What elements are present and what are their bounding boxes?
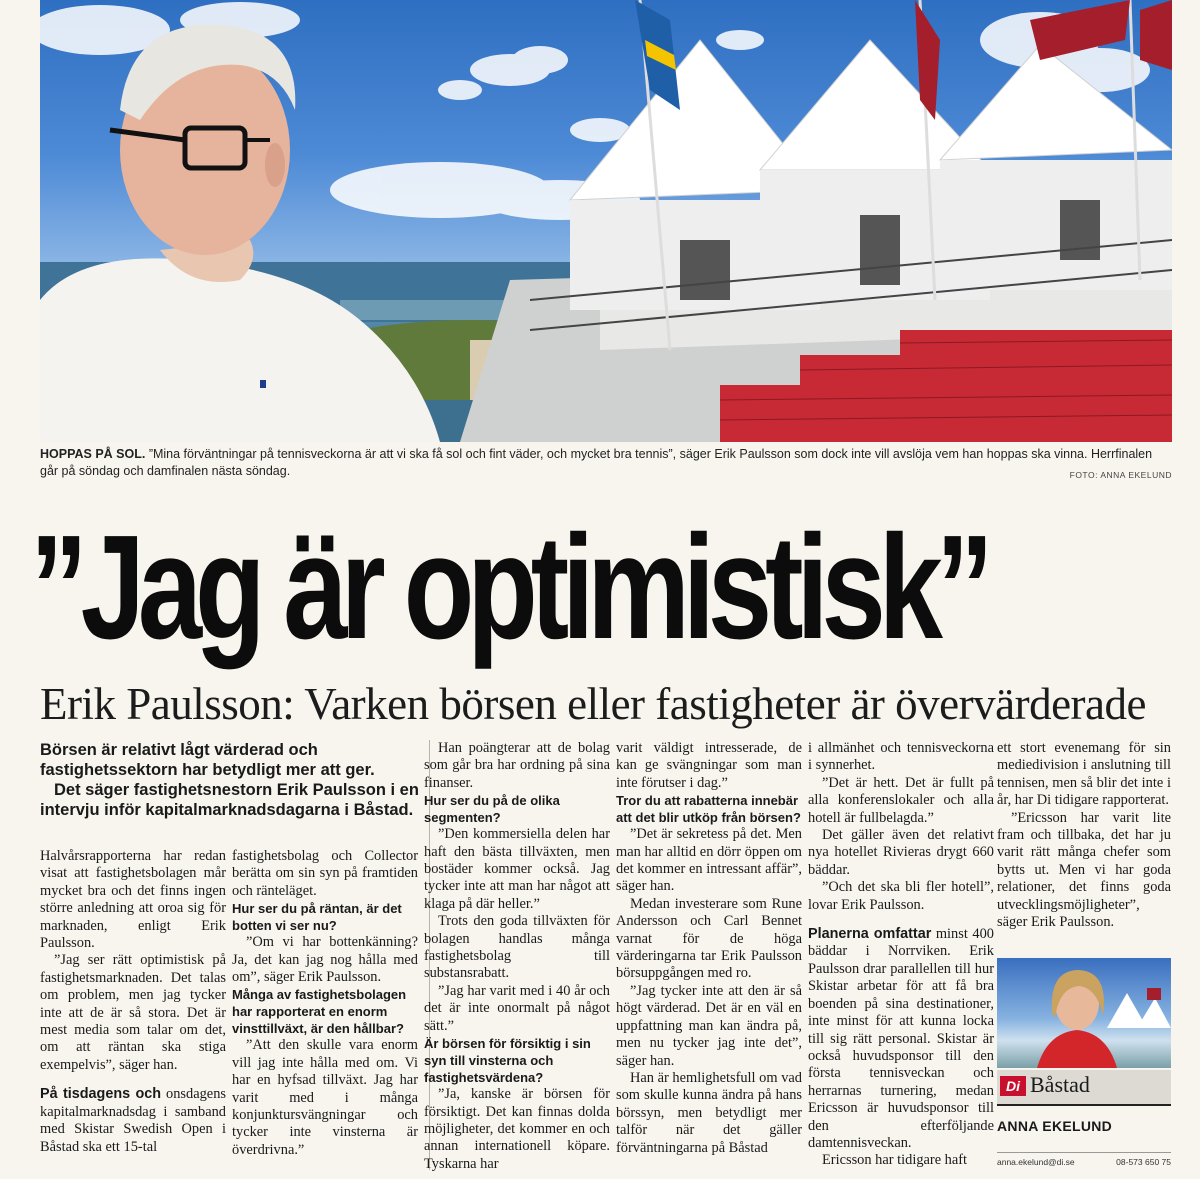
author-portrait-illustration (997, 958, 1171, 1068)
subheadline: Erik Paulsson: Varken börsen eller fastigheter är övervärderade (40, 679, 1146, 729)
col6-p1: ett stort evenemang för sin mediedivision i anslutning till tennisen, men så blir det inte i år, har Di tidigare rapporterat. (997, 740, 1171, 809)
col5-p2: ”Det är hett. Det är fullt på alla konferenslokaler och alla hotell är fullbelagda.” (808, 774, 994, 826)
col5-p4: ”Och det ska bli fler hotell”, lovar Erik Paulsson. (808, 879, 994, 913)
col4-p4: ”Jag tycker inte att den är så högt värderad. Det är en väl en uppfattning man kan ändra på, men nu tycker jag inte det”, säger han. (616, 982, 802, 1069)
col6-p2: ”Ericsson har varit lite fram och tillbaka, det har ju varit rätt många chefer som bytts ut. Men vi har goda relationer, det finns goda utvecklingsmöjligheter”, säger Erik Paulsson. (997, 809, 1171, 931)
author-contact (997, 1152, 1171, 1167)
col3-p1: Han poängterar att de bolag som går bra har ordning på sina finanser. (424, 740, 610, 791)
di-logo: Di (1000, 1076, 1026, 1096)
col5-p3: Det gäller även det relativt nya hotellet Rivieras drygt 660 bäddar. (808, 827, 994, 878)
lead-p2: Det säger fastighetsnestorn Erik Paulsson i en intervju inför kapitalmarknadsdagarna i Båstad. (40, 781, 419, 819)
headline: ”Jag är optimistisk” (30, 505, 987, 670)
col3-question-2: Är börsen för försiktig i sin syn till vinsterna och fastighetsvärdena? (424, 1036, 591, 1086)
col4-question-1: Tror du att rabatterna innebär att det blir utköp från börsen? (616, 793, 801, 826)
column-1 (40, 848, 226, 1156)
lead-paragraph (40, 740, 422, 820)
photo-credit: FOTO: ANNA EKELUND (1069, 470, 1172, 480)
col5-p5-text: minst 400 bäddar i Norrviken. Erik Paulsson drar parallellen till hur Skistar arbetar för att få bra boenden på sina destinationer, inte minst för att kunna locka till sig rätt personal. Skistar är också huvudsponsor till den första tennisveckan och herrarnas turnering, medan Ericsson är huvudsponsor till den efterföljande damtennisveckan. (808, 926, 994, 1151)
col3-p5: ”Ja, kanske är börsen för försiktigt. Det kan finnas dolda möjligheter, det kommer en och annan internationell köpare. Tyskarna har (424, 1086, 610, 1172)
col1-p1: Halvårsrapporterna har redan visat att fastighetsbolagen mår mycket bra och det finns ingen större anledning att oroa sig för marknaden, enligt Erik Paulsson. (40, 848, 226, 952)
col1-runin: På tisdagens och (40, 1086, 162, 1103)
col2-p3: ”Att den skulle vara enorm vill jag inte hålla med om. Vi har en hyfsad tillväxt. Jag har varit med i många konjunktursvängningar och tycker inte vinsterna är överdrivna.” (232, 1037, 418, 1158)
col2-p2: ”Om vi har bottenkänning? Ja, det kan jag nog hålla med om”, säger Erik Paulsson. (232, 934, 418, 986)
author-photo (997, 958, 1171, 1068)
column-6 (997, 740, 1171, 931)
caption-lead: HOPPAS PÅ SOL. (40, 447, 146, 461)
col3-question-1: Hur ser du på de olika segmenten? (424, 793, 560, 826)
caption-text: ”Mina förväntningar på tennisveckorna är att vi ska få sol och fint väder, och mycket bra tennis”, säger Erik Paulsson som dock inte vill avslöja vem han hoppas ska vinna. Herrfinalen går på söndag och damfinalen nästa söndag. (40, 447, 1153, 478)
col5-p5 (808, 926, 994, 1152)
photo-caption (40, 446, 1172, 480)
col5-p1: i allmänhet och tennisveckorna i synnerhet. (808, 740, 994, 774)
col5-p6: Ericsson har tidigare haft (822, 1152, 968, 1169)
col4-p5: Han är hemlighetsfull om vad som skulle kunna ändra på hans börssyn, men betydligt mer talför när det gäller förväntningarna på Båstad (616, 1069, 802, 1156)
author-name: ANNA EKELUND (997, 1118, 1113, 1134)
col1-p3 (40, 1086, 226, 1156)
photo-illustration (40, 0, 1172, 442)
col3-p4: ”Jag har varit med i 40 år och det är inte onormalt på något sätt.” (424, 982, 610, 1034)
col4-p1: varit väldigt intresserade, de kan ge svängningar som man inte förutser i dag.” (616, 740, 802, 791)
col3-p3: Trots den goda tillväxten för bolagen handlas många fastighetsbolag till substansrabatt. (424, 913, 610, 982)
main-photo (40, 0, 1172, 442)
column-5 (808, 740, 994, 1170)
col1-p2: ”Jag ser rätt optimistisk på fastighetsmarknaden. Det talas om problem, men jag tycker inte att de är så stora. Det är mest media som talar om det, om att räntan ska stiga exempelvis”, säger han. (40, 952, 226, 1073)
lead-p1: Börsen är relativt lågt värderad och fastighetssektorn har betydligt mer att ger. (40, 741, 375, 779)
column-3 (424, 740, 610, 1173)
col4-p3: Medan investerare som Rune Andersson och Carl Bennet varnat för de höga värderingarna tar Erik Paulsson börsuppgången med ro. (616, 895, 802, 982)
col1-p3-text: onsdagens kapitalmarknadsdag i samband med Skistar Swedish Open i Båstad ska ett 15-tal (40, 1086, 226, 1155)
col2-question-1: Hur ser du på räntan, är det botten vi ser nu? (232, 901, 402, 934)
col4-p2: ”Det är sekretess på det. Men man har alltid en dörr öppen om det kommer en intressant affär”, säger han. (616, 826, 802, 895)
col2-p1: fastighetsbolag och Collector berätta om sin syn på framtiden och ränteläget. (232, 848, 418, 899)
column-2 (232, 848, 418, 1159)
column-4 (616, 740, 802, 1157)
author-phone: 08-573 650 75 (1116, 1157, 1171, 1167)
col5-runin: Planerna omfattar (808, 926, 932, 943)
col3-p2: ”Den kommersiella delen har haft den bästa tillväxten, men bostäder kommer också. Jag tycker inte att man har något att klaga på där heller.” (424, 826, 610, 912)
col2-question-2: Många av fastighetsbolagen har rapporterat en enorm vinsttillväxt, är den hållbar? (232, 987, 407, 1037)
author-email[interactable]: anna.ekelund@di.se (997, 1157, 1075, 1167)
author-city: Båstad (1030, 1072, 1090, 1097)
